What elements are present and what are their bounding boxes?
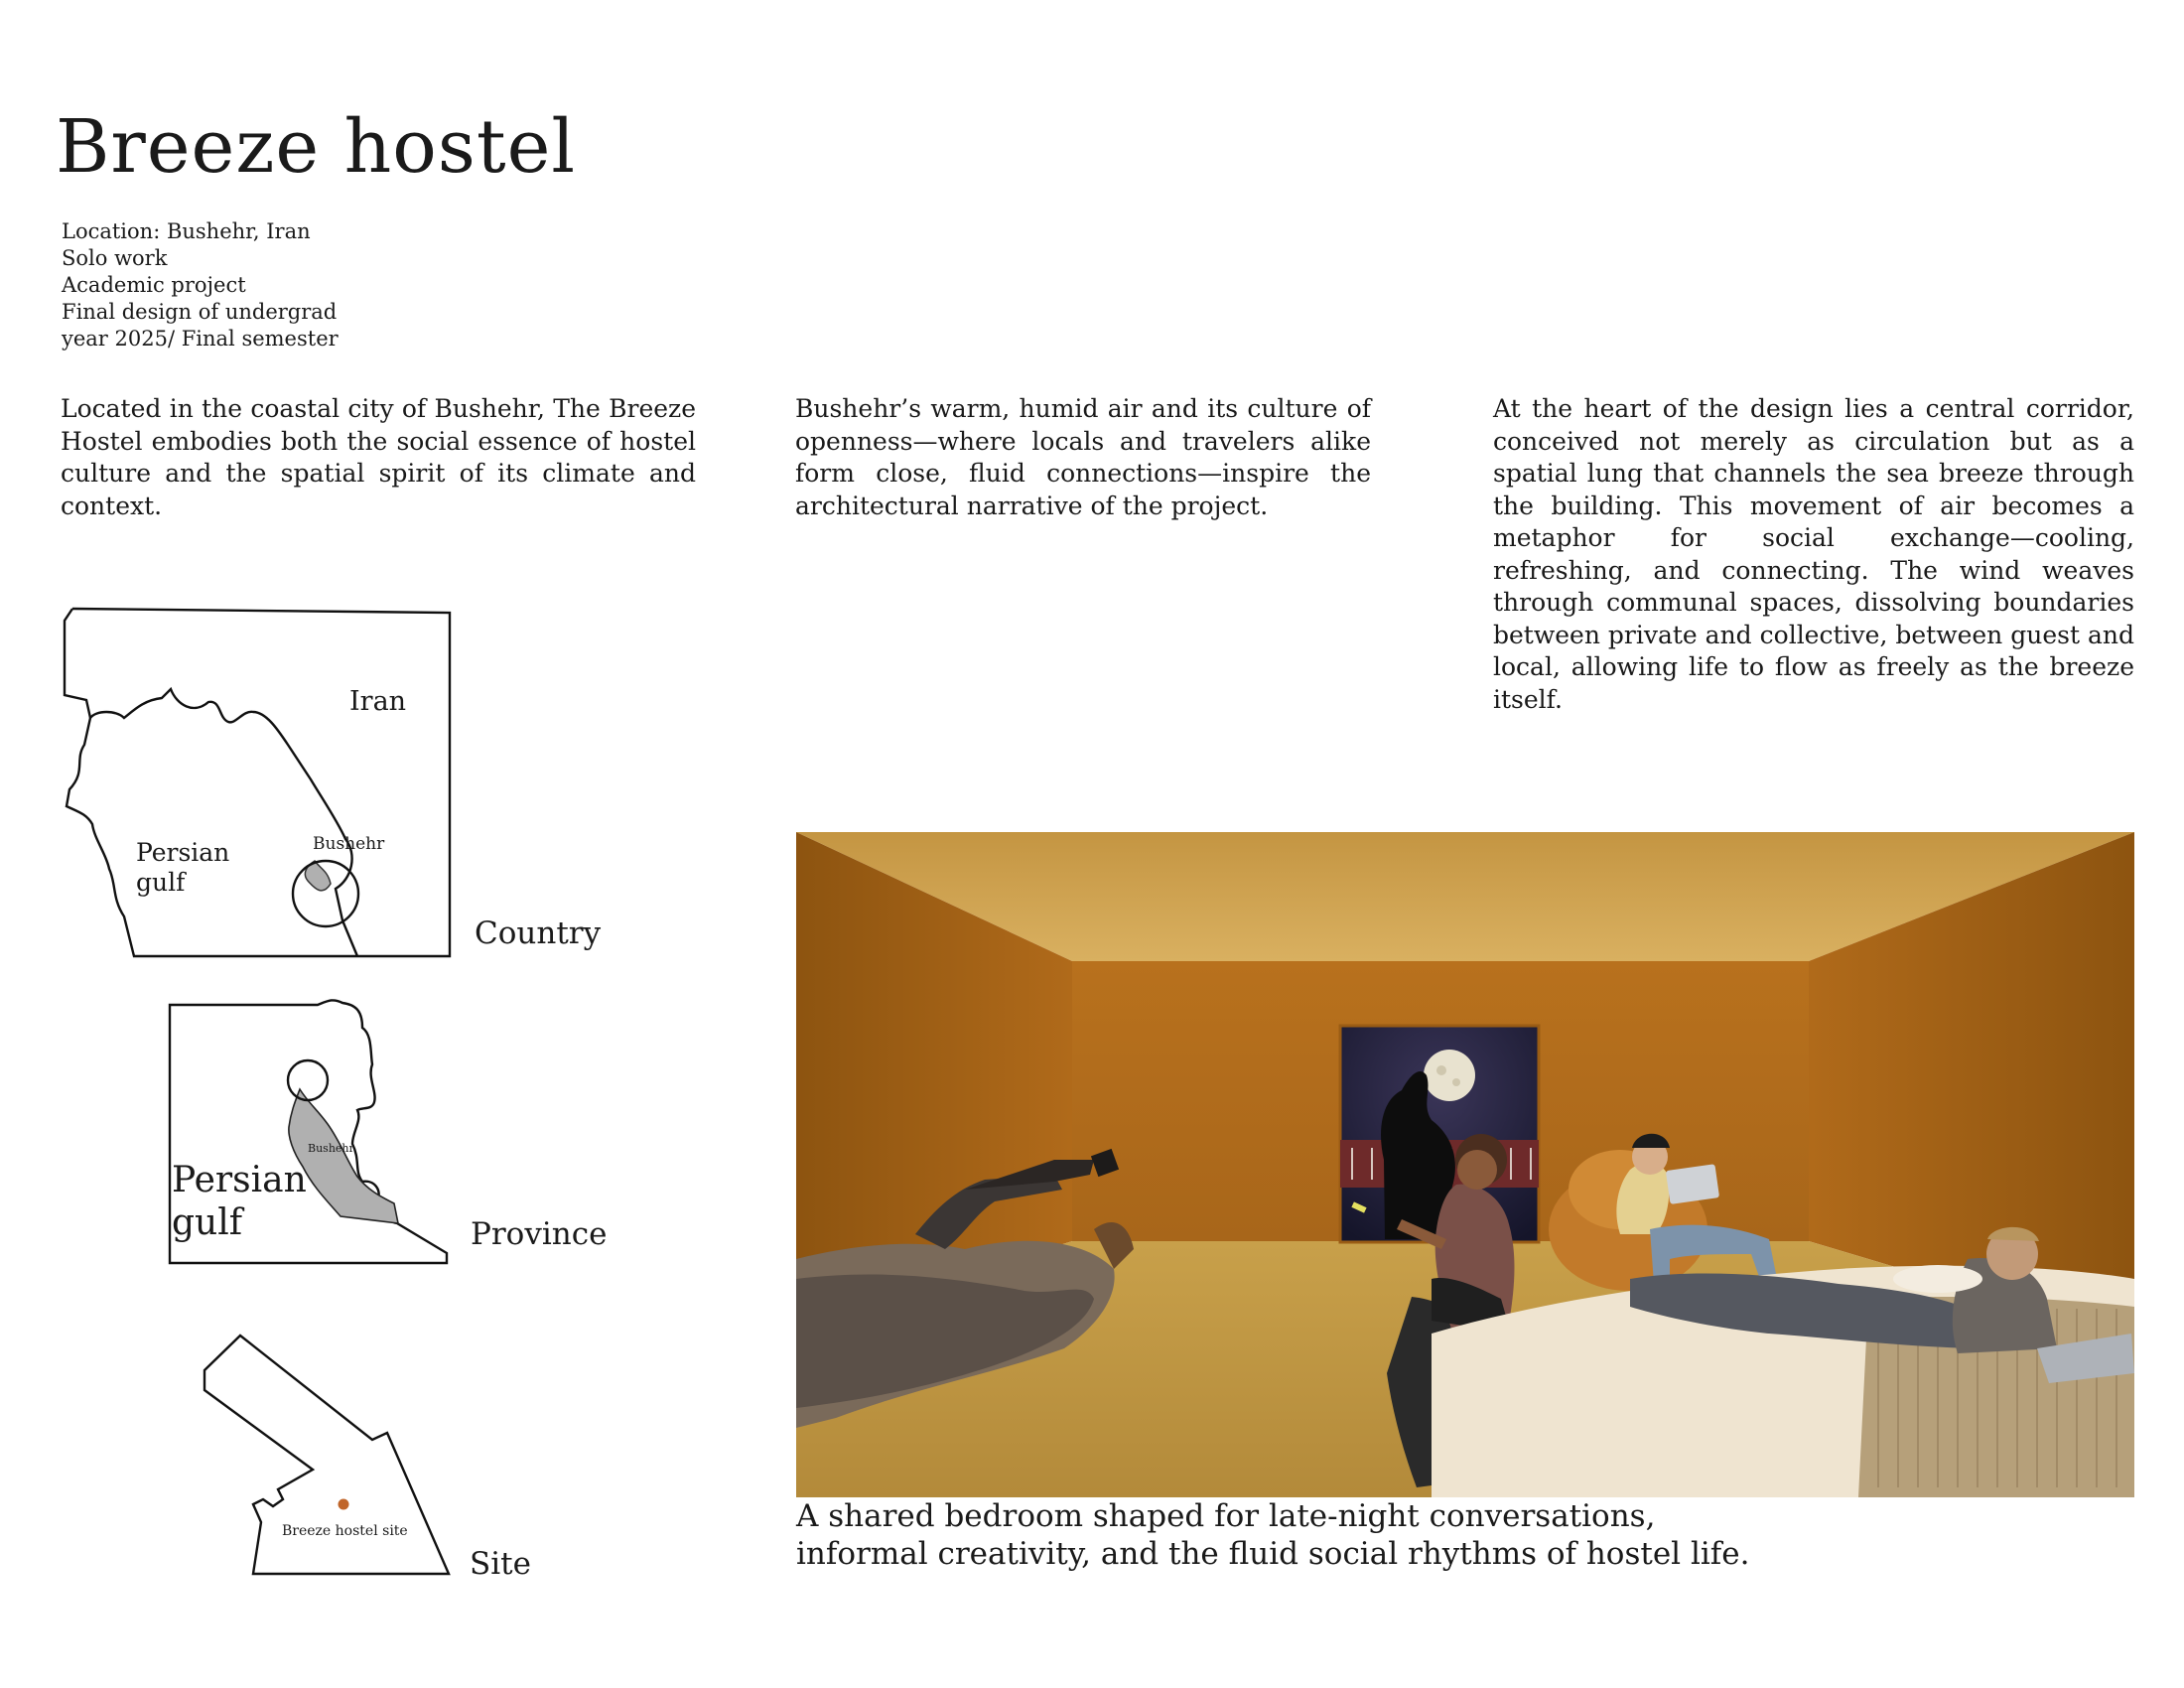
country-sea-label: Persian — [136, 838, 230, 867]
country-sea-label-2: gulf — [136, 868, 186, 897]
meta-authorship: Solo work — [62, 246, 168, 270]
province-map-label: Province — [471, 1216, 608, 1252]
project-meta — [62, 218, 339, 352]
bushehr-locator-circle — [293, 861, 358, 926]
intro-paragraph: Located in the coastal city of Bushehr, The Breeze Hostel embodies both the social essence of hostel culture and the spatial spirit of its climate and context. — [61, 394, 696, 520]
province-sea-label: Persian — [172, 1160, 307, 1200]
province-locator-circle — [288, 1060, 328, 1100]
bushehr-province-shape — [289, 1089, 398, 1223]
site-map — [199, 1326, 457, 1584]
meta-location: Location: Bushehr, Iran — [62, 219, 311, 243]
climate-paragraph: Bushehr’s warm, humid air and its culture of openness—where locals and travelers alike form close, fluid connections—inspire the architectural narrative of the project. — [795, 394, 1371, 520]
site-map-label: Site — [470, 1546, 531, 1582]
bedroom-render-image — [796, 832, 2134, 1497]
caption-line-2: informal creativity, and the fluid social rhythms of hostel life. — [796, 1536, 1750, 1572]
meta-year: year 2025/ Final semester — [62, 327, 339, 351]
meta-project-type: Academic project — [62, 273, 246, 297]
province-city-label: Bushehr — [308, 1142, 354, 1155]
country-map-label: Country — [475, 915, 602, 951]
page-title: Breeze hostel — [56, 104, 577, 190]
province-map — [164, 993, 472, 1276]
corridor-paragraph: At the heart of the design lies a central corridor, conceived not merely as circulation but as a spatial lung that channels the sea breeze through the building. This movement of air becomes a metaphor for social exchange—cooling, refreshing, and connecting. The wind weaves through communal spaces, dissolving boundaries between private and collective, between guest and local, allowing life to flow as freely as the breeze itself. — [1493, 394, 2134, 714]
province-sea-label-2: gulf — [172, 1202, 243, 1243]
site-marker — [339, 1499, 349, 1510]
image-caption — [796, 1497, 1749, 1573]
country-city-label: Bushehr — [313, 834, 385, 854]
site-label-text: Breeze hostel site — [282, 1523, 408, 1539]
country-map — [55, 601, 472, 968]
country-region-label: Iran — [349, 686, 407, 717]
meta-stage: Final design of undergrad — [62, 300, 338, 324]
caption-line-1: A shared bedroom shaped for late-night conversations, — [796, 1498, 1656, 1534]
